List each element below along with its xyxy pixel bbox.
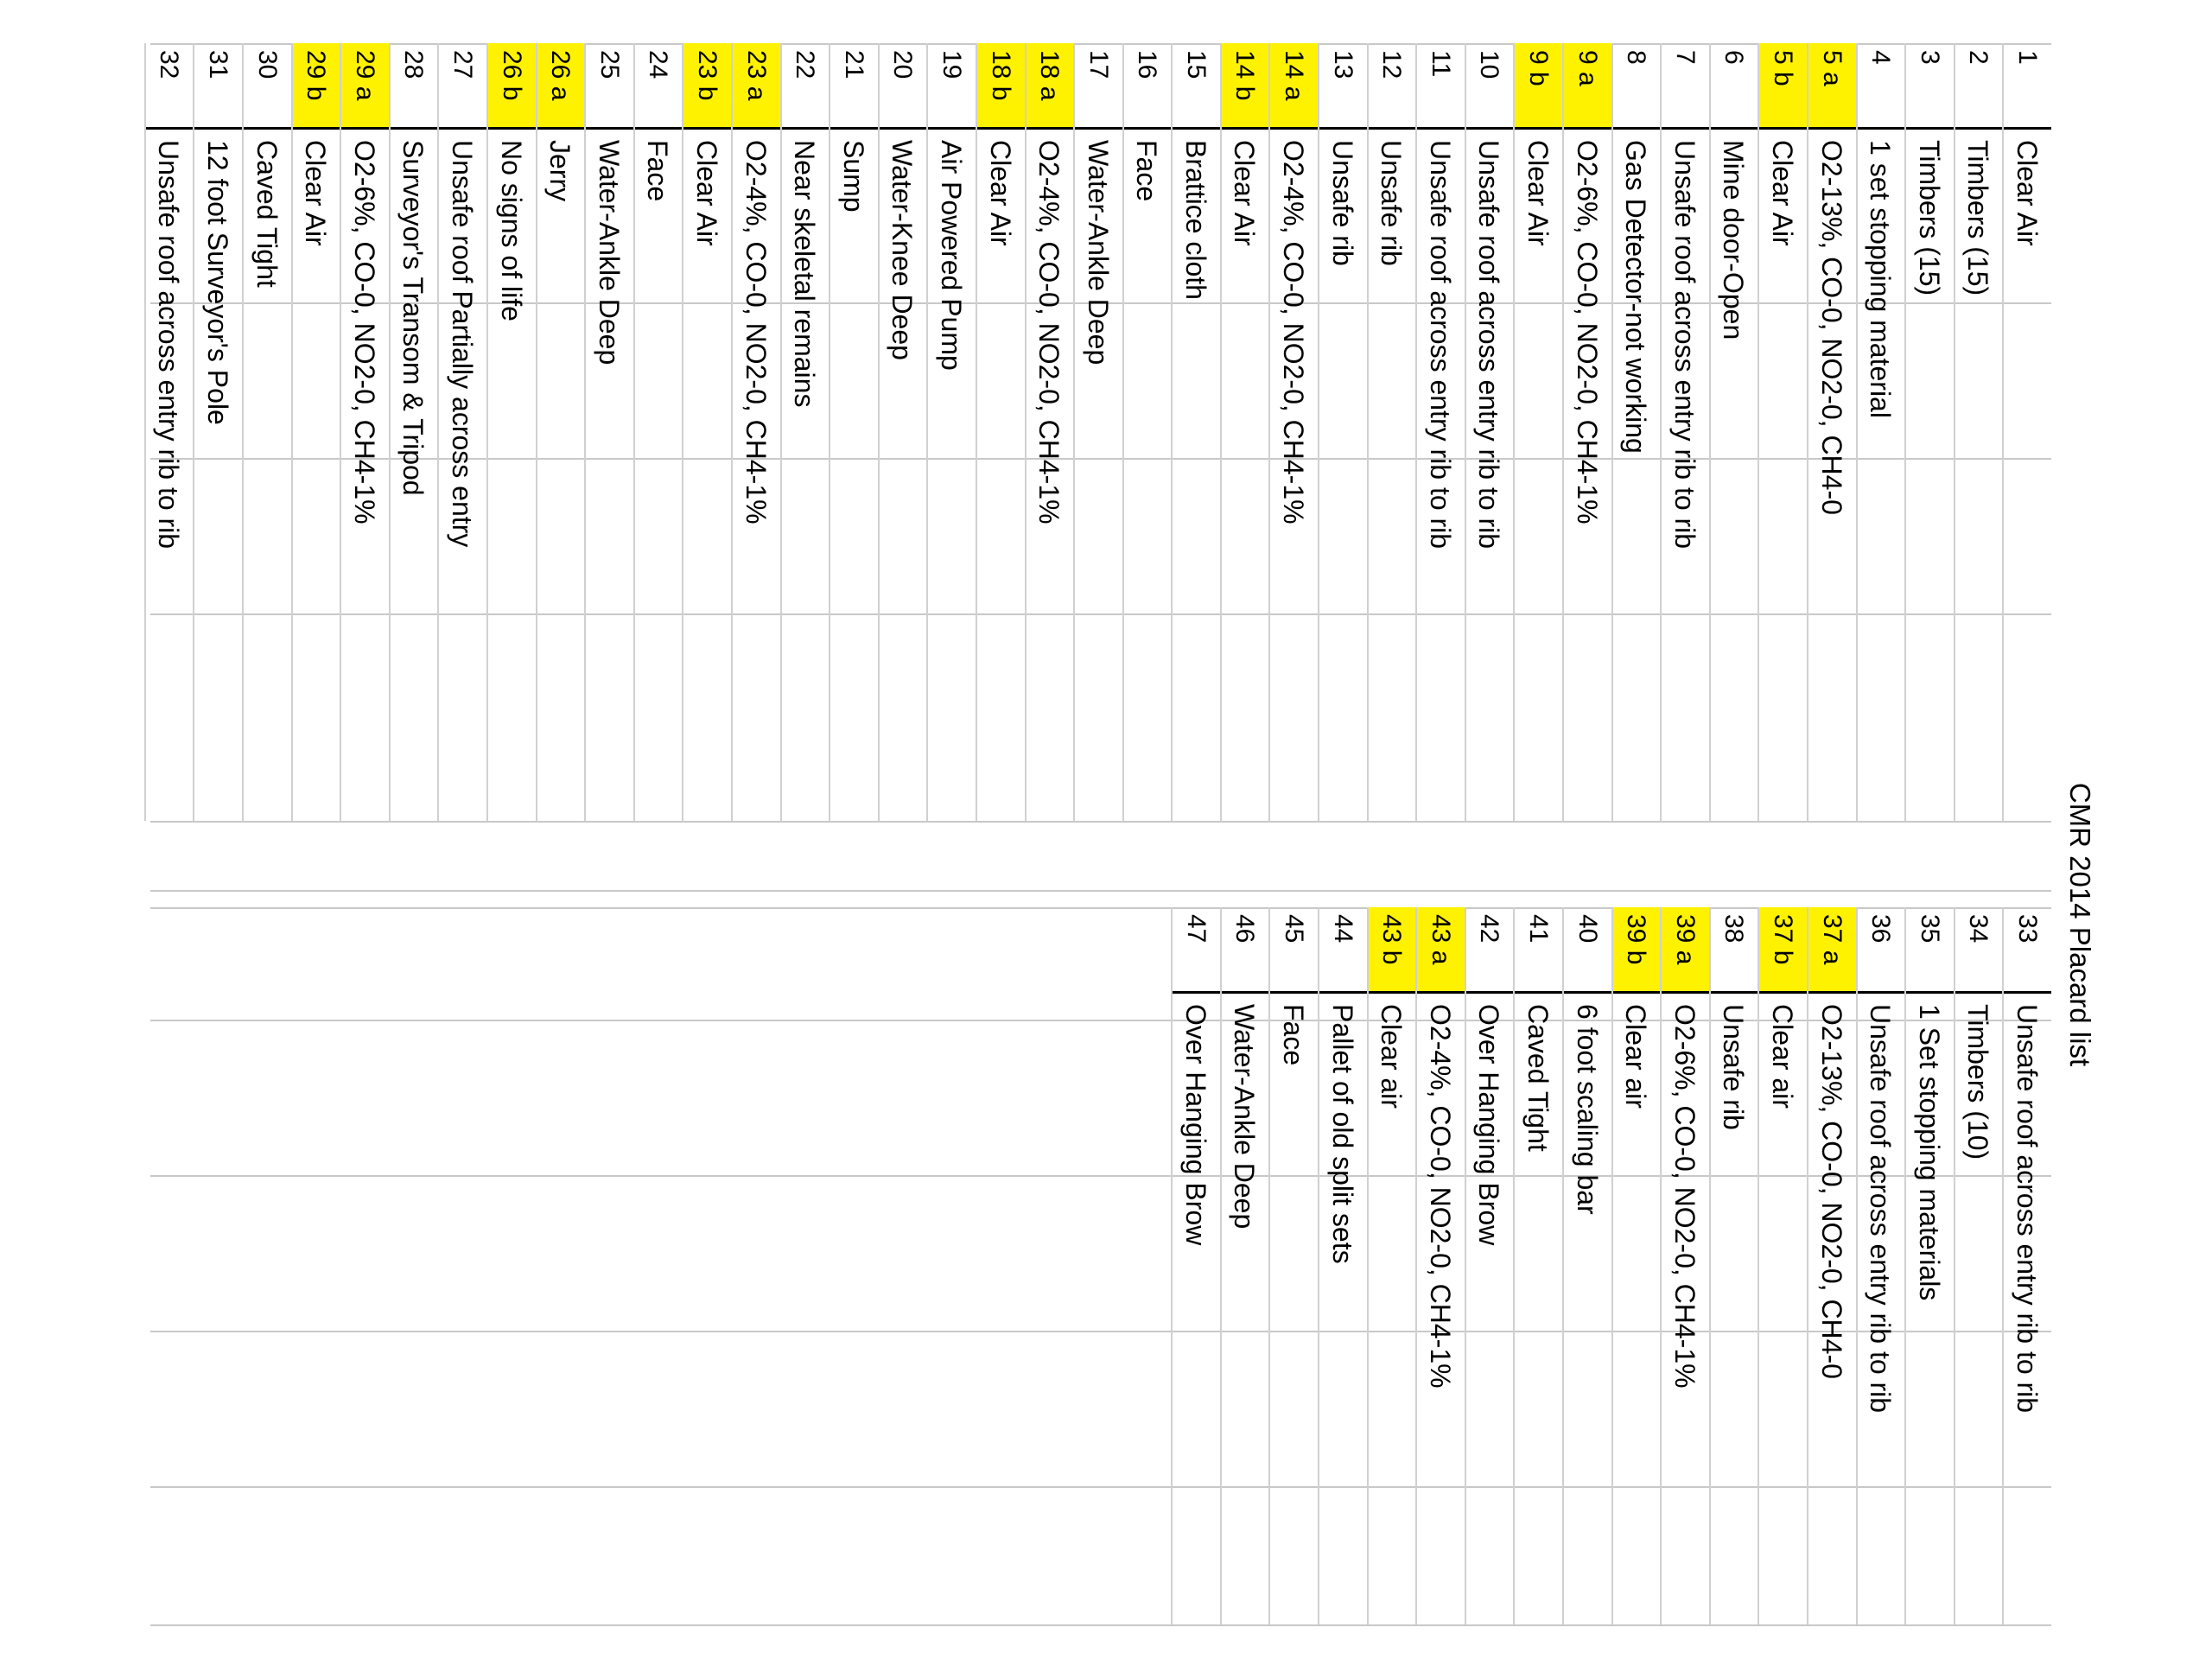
placard-number: 29 a [341, 43, 389, 130]
list-item [1318, 907, 1367, 1624]
list-item [1367, 43, 1416, 821]
list-item [389, 43, 438, 821]
placard-number: 39 a [1662, 907, 1709, 994]
list-item [731, 43, 780, 821]
placard-number: 17 [1075, 43, 1122, 130]
list-item [829, 43, 878, 821]
placard-description: O2-4%, CO-0, NO2-0, CH4-1% [1424, 1004, 1456, 1389]
placard-description: 1 Set stopping materials [1913, 1004, 1945, 1301]
list-item [1367, 907, 1416, 1624]
placard-description: O2-4%, CO-0, NO2-0, CH4-1% [1278, 140, 1310, 524]
placard-number: 34 [1955, 907, 2003, 994]
placard-number: 5 a [1808, 43, 1856, 130]
placard-number: 28 [391, 43, 438, 130]
list-item [291, 43, 340, 821]
placard-description: 1 set stopping material [1865, 140, 1897, 418]
placard-number: 1 [2004, 43, 2051, 130]
placard-number: 3 [1906, 43, 1954, 130]
list-item [1513, 907, 1562, 1624]
placard-number: 36 [1858, 907, 1905, 994]
list-item [1904, 43, 1954, 821]
placard-number: 6 [1711, 43, 1758, 130]
placard-number: 7 [1662, 43, 1709, 130]
placard-number: 42 [1466, 907, 1514, 994]
list-item [1073, 43, 1122, 821]
list-item [584, 43, 633, 821]
placard-description: Unsafe roof across entry rib to rib [1424, 140, 1456, 550]
placard-description: Face [1278, 1004, 1310, 1066]
placard-description: Sump [837, 140, 869, 213]
placard-description: O2-4%, CO-0, NO2-0, CH4-1% [1033, 140, 1065, 524]
placard-description: O2-6%, CO-0, NO2-0, CH4-1% [1669, 1004, 1700, 1389]
placard-number: 14 b [1222, 43, 1269, 130]
placard-description: Caved Tight [1522, 1004, 1554, 1152]
placard-number: 9 a [1564, 43, 1611, 130]
placard-number: 41 [1515, 907, 1562, 994]
placard-description: Clear Air [984, 140, 1016, 246]
placard-description: Water-Ankle Deep [593, 140, 625, 365]
list-item [340, 43, 389, 821]
list-item [144, 43, 194, 821]
placard-description: Clear Air [300, 140, 332, 246]
placard-number: 40 [1564, 907, 1611, 994]
placard-description: O2-4%, CO-0, NO2-0, CH4-1% [740, 140, 772, 524]
placard-description: Clear air [1767, 1004, 1799, 1109]
list-item [1709, 43, 1758, 821]
list-item [1415, 907, 1465, 1624]
grid-line [150, 890, 2051, 892]
list-item [1171, 43, 1220, 821]
list-item [976, 43, 1025, 821]
placard-number: 37 a [1808, 907, 1856, 994]
placard-description: Clear Air [1522, 140, 1554, 246]
list-item [1758, 43, 1807, 821]
placard-description: Near skeletal remains [789, 140, 821, 408]
placard-description: Unsafe rib [1326, 140, 1358, 266]
list-item [1807, 907, 1856, 1624]
placard-number: 43 b [1369, 907, 1416, 994]
placard-number: 23 b [683, 43, 731, 130]
list-item [1220, 43, 1269, 821]
placard-description: Timbers (15) [1913, 140, 1945, 296]
placard-number: 18 b [977, 43, 1025, 130]
placard-description: Unsafe roof Partially across entry [447, 140, 478, 548]
list-item [1611, 907, 1661, 1624]
placard-description: Clear Air [690, 140, 722, 246]
list-item [1758, 907, 1807, 1624]
placard-number: 8 [1613, 43, 1661, 130]
list-item [437, 43, 486, 821]
placard-number: 23 a [733, 43, 780, 130]
placard-number: 32 [146, 43, 194, 130]
placard-number: 4 [1858, 43, 1905, 130]
list-item [1562, 43, 1611, 821]
placard-description: Clear Air [1229, 140, 1261, 246]
list-item [1611, 43, 1661, 821]
list-item [1562, 907, 1611, 1624]
placard-number: 22 [782, 43, 830, 130]
placard-description: Caved Tight [251, 140, 283, 288]
placard-description: Water-Ankle Deep [1082, 140, 1114, 365]
placard-description: Face [1131, 140, 1163, 202]
placard-number: 31 [194, 43, 242, 130]
list-item [536, 43, 585, 821]
list-item [1465, 907, 1514, 1624]
placard-description: O2-6%, CO-0, NO2-0, CH4-1% [1571, 140, 1603, 524]
list-item [1171, 907, 1220, 1624]
list-item [1465, 43, 1514, 821]
placard-number: 2 [1955, 43, 2003, 130]
list-item [1660, 43, 1709, 821]
placard-description: Unsafe roof across entry rib to rib [1865, 1004, 1897, 1414]
list-item [1954, 907, 2003, 1624]
placard-description: O2-13%, CO-0, NO2-0, CH4-0 [1815, 1004, 1847, 1379]
list-item [1220, 907, 1269, 1624]
list-item [2002, 907, 2051, 1624]
list-item [1318, 43, 1367, 821]
placard-number: 13 [1319, 43, 1367, 130]
list-item [193, 43, 242, 821]
placard-description: Gas Detector-not working [1620, 140, 1652, 454]
placard-description: Surveyor's Transom & Tripod [397, 140, 429, 496]
placard-description: Jerry [544, 140, 576, 202]
placard-number: 33 [2004, 907, 2051, 994]
placard-number: 38 [1711, 907, 1758, 994]
placard-number: 35 [1906, 907, 1954, 994]
placard-description: Unsafe roof across entry rib to rib [153, 140, 185, 550]
list-item [1856, 907, 1905, 1624]
list-item [682, 43, 731, 821]
list-item [1269, 43, 1319, 821]
placard-number: 26 b [488, 43, 536, 130]
placard-number: 25 [586, 43, 633, 130]
placard-number: 16 [1124, 43, 1172, 130]
placard-description: Unsafe rib [1718, 1004, 1750, 1130]
placard-description: Face [642, 140, 674, 202]
placard-number: 47 [1173, 907, 1220, 994]
placard-number: 43 a [1417, 907, 1465, 994]
list-item [486, 43, 536, 821]
placard-description: Over Hanging Brow [1473, 1004, 1505, 1246]
list-item [780, 43, 830, 821]
list-item [633, 43, 683, 821]
list-item [1807, 43, 1856, 821]
list-item [1660, 907, 1709, 1624]
placard-number: 18 a [1027, 43, 1074, 130]
placard-number: 26 a [537, 43, 585, 130]
placard-number: 9 b [1515, 43, 1562, 130]
placard-number: 39 b [1613, 907, 1661, 994]
placard-number: 44 [1319, 907, 1367, 994]
list-item [926, 43, 976, 821]
placard-description: Unsafe rib [1376, 140, 1408, 266]
list-item [1415, 43, 1465, 821]
placard-description: O2-6%, CO-0, NO2-0, CH4-1% [348, 140, 380, 524]
placard-list-left [144, 43, 2051, 821]
placard-description: Timbers (10) [1962, 1004, 1994, 1160]
page-title: CMR 2014 Placard list [2064, 782, 2096, 1067]
placard-description: Mine door-Open [1718, 140, 1750, 340]
placard-number: 10 [1466, 43, 1514, 130]
list-item [1513, 43, 1562, 821]
grid-line [150, 1624, 2051, 1626]
list-item [1709, 907, 1758, 1624]
list-item [1269, 907, 1319, 1624]
list-item [242, 43, 291, 821]
placard-description: Pallet of old split sets [1326, 1004, 1358, 1264]
placard-number: 46 [1222, 907, 1269, 994]
placard-description: Clear air [1620, 1004, 1652, 1109]
placard-description: Over Hanging Brow [1179, 1004, 1211, 1246]
placard-number: 14 a [1271, 43, 1319, 130]
grid-line [150, 821, 2051, 823]
list-item [1025, 43, 1074, 821]
list-item [1904, 907, 1954, 1624]
placard-description: No signs of life [495, 140, 527, 321]
list-item [1954, 43, 2003, 821]
placard-description: Water-Ankle Deep [1229, 1004, 1261, 1230]
list-item [1856, 43, 1905, 821]
placard-description: Clear Air [1767, 140, 1799, 246]
placard-number: 21 [830, 43, 878, 130]
placard-description: Timbers (15) [1962, 140, 1994, 296]
placard-number: 15 [1173, 43, 1220, 130]
placard-number: 24 [635, 43, 683, 130]
placard-number: 5 b [1759, 43, 1807, 130]
placard-description: Unsafe roof across entry rib to rib [1473, 140, 1505, 550]
placard-number: 27 [439, 43, 486, 130]
placard-description: Brattice cloth [1179, 140, 1211, 300]
placard-description: 12 foot Surveyor's Pole [202, 140, 234, 425]
placard-number: 45 [1271, 907, 1319, 994]
list-item [1122, 43, 1172, 821]
list-item [2002, 43, 2051, 821]
placard-list-right [1171, 907, 2051, 1624]
placard-number: 11 [1417, 43, 1465, 130]
placard-description: Clear Air [2012, 140, 2043, 246]
placard-number: 19 [928, 43, 976, 130]
placard-description: Clear air [1376, 1004, 1408, 1109]
placard-description: Unsafe roof across entry rib to rib [2012, 1004, 2043, 1414]
placard-number: 29 b [293, 43, 340, 130]
placard-number: 30 [244, 43, 291, 130]
list-item [878, 43, 927, 821]
placard-description: Water-Knee Deep [887, 140, 918, 360]
placard-description: O2-13%, CO-0, NO2-0, CH4-0 [1815, 140, 1847, 515]
placard-number: 12 [1369, 43, 1416, 130]
placard-description: 6 foot scaling bar [1571, 1004, 1603, 1215]
placard-description: Air Powered Pump [935, 140, 967, 371]
placard-number: 20 [880, 43, 927, 130]
placard-description: Unsafe roof across entry rib to rib [1669, 140, 1700, 550]
placard-number: 37 b [1759, 907, 1807, 994]
spreadsheet-page [147, 43, 2100, 1624]
